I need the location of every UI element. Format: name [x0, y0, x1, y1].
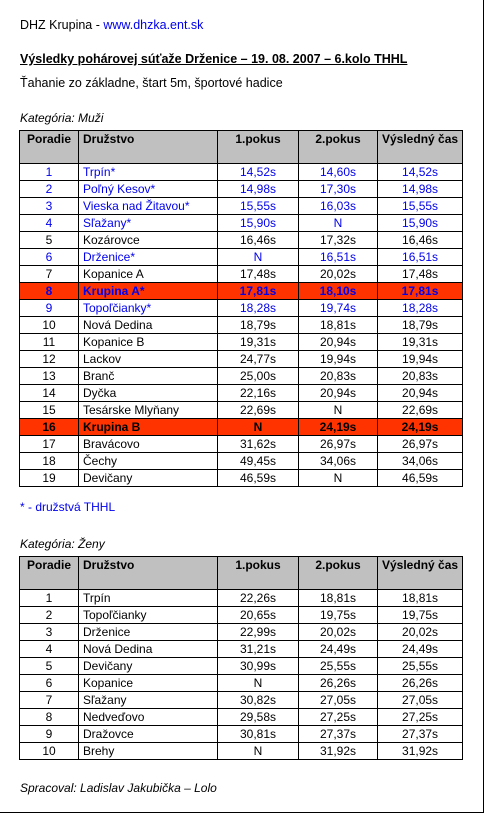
header-attempt2: 2.pokus — [299, 131, 378, 164]
cell-result: 27,25s — [378, 709, 463, 726]
table-row — [20, 436, 463, 453]
cell-rank: 6 — [20, 249, 79, 266]
cell-attempt1: 29,58s — [218, 709, 299, 726]
cell-attempt1: 46,59s — [218, 470, 299, 487]
document-title: Výsledky pohárovej súťaže Drženice – 19. 08. 2007 – 6.kolo THHL — [20, 52, 408, 66]
site-link[interactable]: www.dhzka.ent.sk — [103, 18, 204, 32]
cell-rank: 10 — [20, 743, 79, 760]
cell-result: 46,59s — [378, 470, 463, 487]
cell-attempt2: 31,92s — [299, 743, 378, 760]
cell-result: 20,02s — [378, 624, 463, 641]
cell-rank: 1 — [20, 164, 79, 181]
cell-team: Trpín* — [79, 164, 218, 181]
table-row — [20, 590, 463, 607]
cell-attempt2: 18,10s — [299, 283, 378, 300]
cell-result: 14,98s — [378, 181, 463, 198]
cell-attempt2: 26,97s — [299, 436, 378, 453]
cell-attempt1: 30,81s — [218, 726, 299, 743]
cell-result: 24,49s — [378, 641, 463, 658]
cell-rank: 3 — [20, 624, 79, 641]
cell-rank: 5 — [20, 658, 79, 675]
cell-attempt1: 30,82s — [218, 692, 299, 709]
cell-attempt1: 22,16s — [218, 385, 299, 402]
cell-result: 20,83s — [378, 368, 463, 385]
header-rank: Poradie — [20, 131, 79, 164]
cell-rank: 13 — [20, 368, 79, 385]
men-table-header — [20, 131, 463, 164]
cell-team: Nová Dedina — [79, 641, 218, 658]
cell-rank: 18 — [20, 453, 79, 470]
cell-team: Drženice — [79, 624, 218, 641]
cell-attempt1: 18,79s — [218, 317, 299, 334]
cell-attempt2: 25,55s — [299, 658, 378, 675]
table-row — [20, 368, 463, 385]
cell-attempt2: N — [299, 215, 378, 232]
cell-attempt1: 31,62s — [218, 436, 299, 453]
cell-result: 16,46s — [378, 232, 463, 249]
table-row — [20, 624, 463, 641]
cell-result: 20,94s — [378, 385, 463, 402]
table-row — [20, 692, 463, 709]
cell-rank: 17 — [20, 436, 79, 453]
cell-team: Sľažany* — [79, 215, 218, 232]
cell-rank: 9 — [20, 300, 79, 317]
cell-team: Dražovce — [79, 726, 218, 743]
cell-attempt2: 26,26s — [299, 675, 378, 692]
cell-attempt2: 16,51s — [299, 249, 378, 266]
cell-result: 19,94s — [378, 351, 463, 368]
cell-attempt1: 31,21s — [218, 641, 299, 658]
women-table-header — [20, 557, 463, 590]
cell-rank: 7 — [20, 266, 79, 283]
cell-attempt1: 19,31s — [218, 334, 299, 351]
cell-attempt2: 20,83s — [299, 368, 378, 385]
cell-attempt2: 24,19s — [299, 419, 378, 436]
cell-result: 27,37s — [378, 726, 463, 743]
thhl-note: * - družstvá THHL — [20, 500, 116, 514]
table-row — [20, 385, 463, 402]
cell-attempt2: 27,25s — [299, 709, 378, 726]
cell-attempt1: 22,26s — [218, 590, 299, 607]
header-attempt1: 1.pokus — [218, 557, 299, 590]
cell-team: Topoľčianky* — [79, 300, 218, 317]
cell-result: 16,51s — [378, 249, 463, 266]
cell-attempt2: 17,32s — [299, 232, 378, 249]
cell-attempt2: 19,75s — [299, 607, 378, 624]
cell-result: 34,06s — [378, 453, 463, 470]
cell-result: 26,26s — [378, 675, 463, 692]
cell-rank: 4 — [20, 641, 79, 658]
cell-rank: 14 — [20, 385, 79, 402]
cell-result: 18,28s — [378, 300, 463, 317]
cell-team: Kopanice A — [79, 266, 218, 283]
cell-result: 22,69s — [378, 402, 463, 419]
cell-attempt2: 20,02s — [299, 624, 378, 641]
table-row — [20, 726, 463, 743]
table-row — [20, 232, 463, 249]
cell-rank: 2 — [20, 181, 79, 198]
cell-team: Topoľčianky — [79, 607, 218, 624]
cell-team: Krupina B — [79, 419, 218, 436]
cell-team: Devičany — [79, 470, 218, 487]
table-row — [20, 419, 463, 436]
cell-attempt1: 25,00s — [218, 368, 299, 385]
table-row — [20, 351, 463, 368]
cell-attempt1: N — [218, 743, 299, 760]
cell-rank: 16 — [20, 419, 79, 436]
cell-attempt2: N — [299, 470, 378, 487]
cell-rank: 9 — [20, 726, 79, 743]
cell-rank: 4 — [20, 215, 79, 232]
cell-attempt1: 14,98s — [218, 181, 299, 198]
cell-result: 15,90s — [378, 215, 463, 232]
cell-result: 24,19s — [378, 419, 463, 436]
header-attempt2: 2.pokus — [299, 557, 378, 590]
cell-rank: 3 — [20, 198, 79, 215]
cell-rank: 5 — [20, 232, 79, 249]
cell-rank: 8 — [20, 283, 79, 300]
cell-team: Nová Dedina — [79, 317, 218, 334]
cell-team: Trpín — [79, 590, 218, 607]
table-row — [20, 317, 463, 334]
cell-team: Devičany — [79, 658, 218, 675]
footer-credit: Spracoval: Ladislav Jakubička – Lolo — [20, 781, 217, 795]
header-result: Výsledný čas — [378, 557, 463, 590]
header-attempt1: 1.pokus — [218, 131, 299, 164]
cell-result: 18,81s — [378, 590, 463, 607]
cell-attempt1: 17,81s — [218, 283, 299, 300]
cell-result: 19,75s — [378, 607, 463, 624]
table-row — [20, 453, 463, 470]
cell-attempt2: 19,74s — [299, 300, 378, 317]
cell-team: Branč — [79, 368, 218, 385]
table-row — [20, 470, 463, 487]
cell-attempt1: 15,90s — [218, 215, 299, 232]
cell-team: Lackov — [79, 351, 218, 368]
cell-attempt2: 24,49s — [299, 641, 378, 658]
table-row — [20, 658, 463, 675]
table-row — [20, 675, 463, 692]
table-row — [20, 215, 463, 232]
cell-attempt1: N — [218, 249, 299, 266]
cell-attempt2: 27,37s — [299, 726, 378, 743]
women-category-label: Kategória: Ženy — [20, 537, 105, 551]
cell-rank: 12 — [20, 351, 79, 368]
cell-team: Čechy — [79, 453, 218, 470]
table-row — [20, 181, 463, 198]
cell-attempt1: 14,52s — [218, 164, 299, 181]
cell-attempt2: 18,81s — [299, 590, 378, 607]
cell-result: 17,48s — [378, 266, 463, 283]
cell-attempt1: 22,69s — [218, 402, 299, 419]
org-name: DHZ Krupina - — [20, 18, 104, 32]
cell-result: 15,55s — [378, 198, 463, 215]
table-row — [20, 164, 463, 181]
cell-result: 19,31s — [378, 334, 463, 351]
cell-attempt1: 30,99s — [218, 658, 299, 675]
table-row — [20, 743, 463, 760]
cell-team: Nedveďovo — [79, 709, 218, 726]
cell-result: 18,79s — [378, 317, 463, 334]
cell-team: Kozárovce — [79, 232, 218, 249]
cell-team: Tesárske Mlyňany — [79, 402, 218, 419]
cell-result: 27,05s — [378, 692, 463, 709]
cell-team: Kopanice — [79, 675, 218, 692]
cell-result: 26,97s — [378, 436, 463, 453]
header-team: Družstvo — [79, 557, 218, 590]
table-row — [20, 300, 463, 317]
table-row — [20, 266, 463, 283]
cell-attempt2: N — [299, 402, 378, 419]
cell-attempt1: 22,99s — [218, 624, 299, 641]
table-row — [20, 641, 463, 658]
cell-result: 14,52s — [378, 164, 463, 181]
cell-result: 31,92s — [378, 743, 463, 760]
header-result: Výsledný čas — [378, 131, 463, 164]
cell-attempt2: 16,03s — [299, 198, 378, 215]
table-row — [20, 283, 463, 300]
cell-attempt1: 17,48s — [218, 266, 299, 283]
cell-attempt2: 19,94s — [299, 351, 378, 368]
men-category-label: Kategória: Muži — [20, 111, 104, 125]
document-subtitle: Ťahanie zo základne, štart 5m, športové hadice — [20, 76, 283, 90]
cell-attempt2: 14,60s — [299, 164, 378, 181]
cell-rank: 10 — [20, 317, 79, 334]
cell-team: Vieska nad Žitavou* — [79, 198, 218, 215]
cell-team: Poľný Kesov* — [79, 181, 218, 198]
cell-team: Drženice* — [79, 249, 218, 266]
cell-attempt2: 20,94s — [299, 334, 378, 351]
cell-attempt2: 20,94s — [299, 385, 378, 402]
men-results-table — [19, 130, 463, 487]
cell-attempt1: 16,46s — [218, 232, 299, 249]
cell-attempt1: 20,65s — [218, 607, 299, 624]
cell-attempt1: N — [218, 419, 299, 436]
cell-rank: 8 — [20, 709, 79, 726]
table-row — [20, 334, 463, 351]
cell-attempt2: 17,30s — [299, 181, 378, 198]
cell-attempt1: 18,28s — [218, 300, 299, 317]
cell-attempt1: 49,45s — [218, 453, 299, 470]
cell-rank: 11 — [20, 334, 79, 351]
cell-team: Bravácovo — [79, 436, 218, 453]
page-header — [20, 18, 203, 32]
header-rank: Poradie — [20, 557, 79, 590]
table-row — [20, 607, 463, 624]
cell-attempt1: 15,55s — [218, 198, 299, 215]
cell-rank: 6 — [20, 675, 79, 692]
table-row — [20, 249, 463, 266]
cell-attempt1: N — [218, 675, 299, 692]
cell-rank: 7 — [20, 692, 79, 709]
cell-attempt2: 27,05s — [299, 692, 378, 709]
cell-result: 25,55s — [378, 658, 463, 675]
cell-rank: 15 — [20, 402, 79, 419]
header-team: Družstvo — [79, 131, 218, 164]
cell-rank: 19 — [20, 470, 79, 487]
women-results-table — [19, 556, 463, 760]
cell-attempt2: 18,81s — [299, 317, 378, 334]
cell-team: Dyčka — [79, 385, 218, 402]
cell-attempt2: 20,02s — [299, 266, 378, 283]
cell-result: 17,81s — [378, 283, 463, 300]
cell-rank: 2 — [20, 607, 79, 624]
table-row — [20, 198, 463, 215]
table-row — [20, 709, 463, 726]
cell-attempt2: 34,06s — [299, 453, 378, 470]
cell-team: Kopanice B — [79, 334, 218, 351]
cell-rank: 1 — [20, 590, 79, 607]
cell-team: Brehy — [79, 743, 218, 760]
cell-team: Krupina A* — [79, 283, 218, 300]
cell-attempt1: 24,77s — [218, 351, 299, 368]
table-row — [20, 402, 463, 419]
cell-team: Sľažany — [79, 692, 218, 709]
